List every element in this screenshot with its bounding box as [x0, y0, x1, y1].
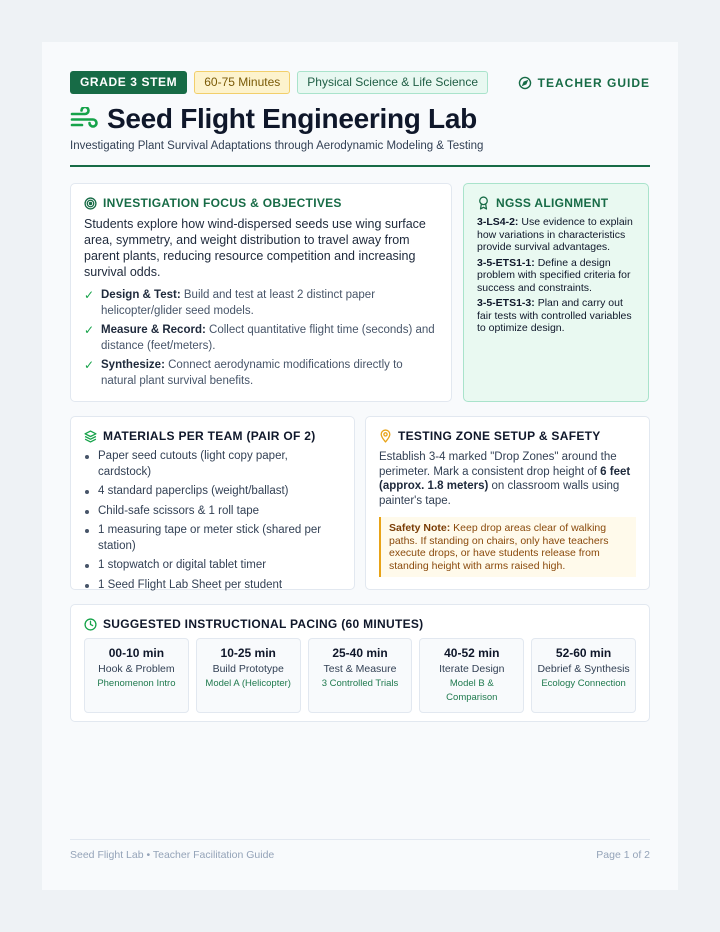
pacing-heading: SUGGESTED INSTRUCTIONAL PACING (60 MINUTES)	[103, 617, 424, 631]
footer-title: Seed Flight Lab • Teacher Facilitation Guide	[70, 849, 275, 861]
pacing-activity: Build Prototype	[212, 663, 284, 675]
safety-text: Keep drop areas clear of walking paths. If standing on chairs, only have teachers execute drops, or have students release from standing height with arms raised high.	[389, 522, 609, 572]
pacing-detail: Model B & Comparison	[446, 678, 498, 703]
standard-text: Define a design problem with specified criteria for success and constraints.	[477, 256, 631, 294]
materials-card	[70, 416, 355, 590]
testing-heading-row	[379, 429, 636, 443]
standard-text: Plan and carry out fair tests with controlled variables to optimize design.	[477, 297, 632, 334]
ngss-alignment-card	[463, 183, 649, 402]
duration-tag: 60-75 Minutes	[194, 71, 290, 94]
teacher-guide-text: TEACHER GUIDE	[537, 75, 650, 90]
standard-text: Use evidence to explain how variations in characteristics provide survival advantages.	[477, 216, 633, 253]
materials-heading-row	[84, 429, 341, 443]
pacing-detail: Ecology Connection	[541, 678, 626, 689]
check-icon: ✓	[84, 288, 95, 302]
pacing-activity: Iterate Design	[439, 663, 505, 675]
testing-heading: TESTING ZONE SETUP & SAFETY	[398, 429, 601, 443]
drop-height-value: 6 feet (approx. 1.8 meters)	[379, 465, 631, 492]
layers-icon	[84, 430, 97, 443]
subject-tag: Physical Science & Life Science	[297, 71, 488, 94]
wind-icon	[70, 107, 99, 131]
page-subtitle: Investigating Plant Survival Adaptations through Aerodynamic Modeling & Testing	[70, 140, 484, 152]
pacing-timeline	[84, 638, 636, 713]
focus-heading: INVESTIGATION FOCUS & OBJECTIVES	[103, 196, 342, 210]
objective-label: Measure & Record:	[101, 324, 206, 336]
testing-instructions	[379, 450, 636, 508]
safety-note	[379, 517, 636, 577]
pacing-block	[419, 638, 524, 713]
testing-zone-card	[365, 416, 650, 590]
pacing-block	[308, 638, 413, 713]
pacing-block	[196, 638, 301, 713]
materials-list	[84, 449, 341, 593]
pacing-time: 00-10 min	[108, 646, 165, 660]
objective-item	[84, 323, 438, 354]
pacing-time: 10-25 min	[220, 646, 276, 660]
check-icon: ✓	[84, 358, 95, 372]
material-item: Paper seed cutouts (light copy paper, cardstock)	[84, 449, 341, 480]
objectives-list	[84, 288, 438, 389]
title-row	[70, 102, 650, 136]
ngss-heading-row	[477, 196, 635, 210]
material-item: 4 standard paperclips (weight/ballast)	[84, 484, 341, 500]
teacher-guide-label	[518, 76, 650, 90]
materials-heading: MATERIALS PER TEAM (PAIR OF 2)	[103, 429, 316, 443]
pacing-time: 40-52 min	[444, 646, 500, 660]
standard-code: 3-LS4-2:	[477, 216, 519, 228]
pacing-block	[531, 638, 636, 713]
pacing-detail: Model A (Helicopter)	[205, 678, 291, 689]
objective-label: Design & Test:	[101, 289, 181, 301]
objective-item	[84, 288, 438, 319]
objective-text: Collect quantitative flight time (seconds) and distance (feet/meters).	[101, 324, 435, 352]
material-item: 1 Seed Flight Lab Sheet per student	[84, 578, 341, 594]
clock-icon	[84, 618, 97, 631]
page-footer	[70, 839, 650, 861]
ngss-standard	[477, 216, 635, 254]
standard-code: 3-5-ETS1-1:	[477, 256, 535, 269]
compass-icon	[518, 76, 532, 90]
standard-code: 3-5-ETS1-3:	[477, 297, 535, 309]
focus-heading-row	[84, 196, 438, 210]
pacing-block	[84, 638, 189, 713]
objective-item	[84, 358, 438, 389]
pacing-activity: Test & Measure	[323, 663, 397, 675]
pacing-heading-row	[84, 617, 636, 631]
safety-label: Safety Note:	[389, 522, 451, 534]
testing-text-part: on classroom walls using painter's tape.	[379, 480, 620, 507]
ngss-standard	[477, 297, 635, 335]
map-pin-icon	[379, 429, 392, 443]
check-icon: ✓	[84, 323, 95, 337]
pacing-activity: Debrief & Synthesis	[537, 663, 630, 675]
material-item: 1 stopwatch or digital tablet timer	[84, 558, 341, 574]
pacing-time: 52-60 min	[555, 646, 612, 660]
grade-tag: GRADE 3 STEM	[70, 71, 187, 94]
testing-text-part: Establish 3-4 marked "Drop Zones" around the perimeter. Mark a consistent drop height of	[379, 451, 617, 478]
header-divider	[70, 165, 650, 167]
page-title: Seed Flight Engineering Lab	[107, 103, 477, 134]
objective-text: Connect aerodynamic modifications directly to natural plant survival benefits.	[101, 359, 403, 387]
objective-text: Build and test at least 2 distinct paper helicopter/glider seed models.	[101, 289, 376, 317]
pacing-activity: Hook & Problem	[98, 663, 175, 675]
material-item: 1 measuring tape or meter stick (shared per station)	[84, 523, 341, 554]
pacing-detail: Phenomenon Intro	[97, 678, 176, 689]
header-tag-row	[70, 71, 650, 94]
investigation-focus-card	[70, 183, 452, 402]
material-item: Child-safe scissors & 1 roll tape	[84, 504, 341, 520]
target-icon	[84, 197, 97, 210]
ngss-heading: NGSS ALIGNMENT	[496, 196, 609, 210]
pacing-card	[70, 604, 650, 722]
objective-label: Synthesize:	[101, 359, 165, 371]
award-icon	[477, 196, 490, 210]
pacing-detail: 3 Controlled Trials	[321, 678, 399, 689]
pacing-time: 25-40 min	[332, 646, 388, 660]
ngss-standard	[477, 257, 635, 295]
page-number: Page 1 of 2	[596, 849, 650, 861]
focus-intro: Students explore how wind-dispersed seeds use wing surface area, symmetry, and weight distribution to travel away from parent plants, reducing resource competition and increasing survival odds.	[84, 217, 426, 279]
page-sheet	[42, 42, 678, 890]
